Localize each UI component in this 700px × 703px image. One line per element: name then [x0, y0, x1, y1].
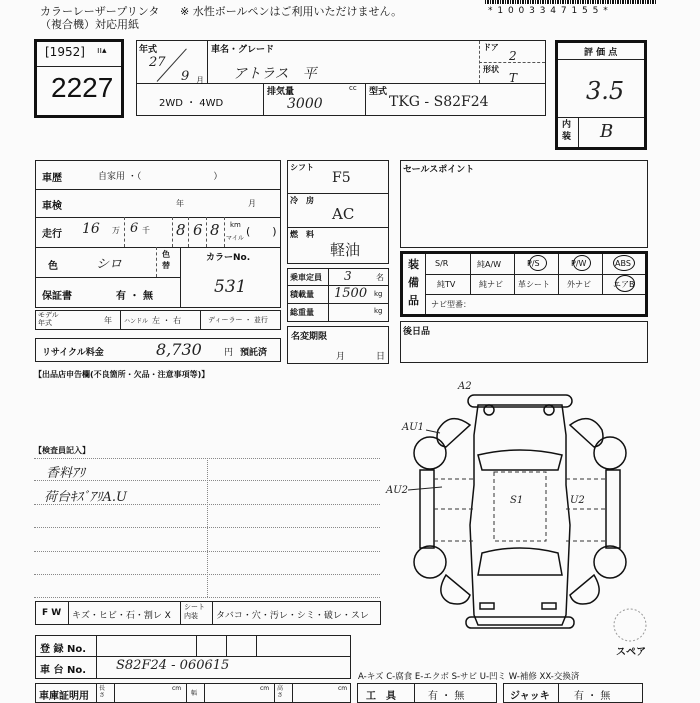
load-unit: kg	[374, 290, 383, 298]
capacity-value: 3	[344, 269, 352, 283]
fuel-label: 燃 料	[290, 230, 314, 239]
garage-box	[35, 683, 351, 703]
details-box	[35, 160, 281, 308]
circle-mark-abs	[613, 255, 635, 271]
color-no-label: カラーNo.	[206, 253, 251, 263]
interior-label: 内装	[562, 120, 572, 142]
pen-notice: ※ 水性ボールペンはご利用いただけません。	[180, 5, 403, 18]
mileage-sen: 6	[130, 221, 139, 236]
headlight-left	[480, 603, 494, 609]
model-value: TKG - S82F24	[389, 94, 489, 110]
height-cm: cm	[338, 685, 348, 692]
garage-label: 車庫証明用	[39, 691, 89, 702]
windshield	[478, 548, 562, 575]
gross-unit: kg	[374, 307, 383, 315]
equip-ps: P/S	[527, 259, 540, 268]
inspector-note-1: 香料ｱﾘ	[46, 466, 86, 481]
load-label: 積載量	[290, 290, 314, 299]
capacity-label: 乗車定員	[290, 273, 322, 282]
equip-sr: S/R	[435, 259, 449, 268]
model-label: 型式	[369, 87, 388, 97]
fw-label: F W	[42, 608, 62, 618]
model-year-label: モデル年式	[38, 311, 59, 327]
mark-a2: A2	[458, 381, 472, 392]
equip-airbag: エアB	[613, 280, 635, 289]
recycle-label: リサイクル料金	[42, 348, 104, 358]
seller-notes-label: 【出品店申告欄(不良箇所・欠品・注意事項等)】	[34, 370, 210, 379]
door-label: ドア	[483, 43, 499, 52]
interior-grade: B	[600, 121, 614, 142]
circle-mark-ps	[529, 255, 547, 271]
gross-label: 総重量	[290, 308, 314, 317]
side-left	[420, 470, 434, 548]
equip-abs: ABS	[615, 259, 631, 268]
capacity-unit: 名	[376, 273, 384, 282]
headlight-right	[542, 603, 556, 609]
warranty-options[interactable]: 有 ・ 無	[116, 291, 153, 302]
inspection-label: 車検	[42, 201, 62, 212]
jack-box	[503, 683, 643, 703]
registration-box	[35, 635, 351, 679]
fw-box	[35, 601, 381, 625]
name-change-label: 名変期限	[291, 332, 328, 342]
year-label: 年式	[139, 45, 158, 55]
seat-options[interactable]: タバコ・穴・汚レ・シミ・破レ・スレ	[216, 611, 369, 621]
length-cm: cm	[172, 685, 182, 692]
jack-options[interactable]: 有 ・ 無	[574, 691, 611, 702]
shape-value: T	[509, 71, 518, 85]
chassis-label: 車 台 No.	[40, 665, 87, 676]
inspection-month-unit: 月	[248, 199, 256, 208]
mileage-man-unit: 万	[112, 226, 120, 235]
mileage-digit-2: 6	[193, 221, 203, 239]
mileage-paren: ( )	[246, 225, 277, 238]
rating-label: 評 価 点	[584, 48, 618, 58]
mile-unit: マイル	[226, 235, 244, 242]
barcode-text: * 1 0 0 3 3 4 7 1 5 5 *	[488, 6, 609, 16]
shift-value: F5	[332, 170, 351, 186]
shift-label: シフト	[290, 163, 314, 172]
model-year-unit: 年	[104, 316, 112, 325]
equip-leather: 革シート	[518, 280, 550, 289]
equip-ext-navi: 外ナビ	[567, 280, 591, 289]
vehicle-name: アトラス 平	[233, 66, 317, 82]
lot-mark: ıı▴	[97, 46, 107, 56]
equip-aw: 純A/W	[477, 260, 502, 269]
ac-value: AC	[332, 205, 355, 223]
damage-legend: A-キズ C-腐食 E-エクボ S-サビ U-凹ミ W-補修 XX-交換済	[358, 672, 580, 682]
height-label: 高さ	[277, 685, 284, 699]
handle-label: ハンドル	[124, 318, 149, 325]
history-value: 自家用 ・（ ）	[98, 172, 223, 182]
name-change-day: 日	[376, 352, 386, 362]
shape-label: 形状	[483, 65, 499, 74]
front-bumper	[466, 617, 574, 628]
circle-mark-pw	[573, 255, 591, 271]
year-value: 27	[149, 55, 166, 70]
car-damage-diagram	[386, 375, 700, 665]
specs-box	[287, 160, 389, 264]
mark-s1: S1	[510, 495, 524, 506]
tools-box	[357, 683, 497, 703]
capacity-box	[287, 268, 389, 322]
ac-label: 冷 房	[290, 196, 314, 205]
sales-point-label: セールスポイント	[403, 165, 475, 175]
later-items-label: 後日品	[403, 327, 431, 337]
mark-u2: U2	[570, 495, 585, 506]
spare-label: スペア	[616, 647, 646, 658]
lot-number: 2227	[51, 72, 114, 103]
displacement-value: 3000	[287, 96, 323, 112]
displacement-label: 排気量	[267, 87, 295, 97]
load-value: 1500	[334, 286, 368, 301]
equipment-box	[400, 251, 648, 317]
mileage-label: 走行	[42, 229, 62, 240]
tools-label: 工 具	[366, 691, 396, 702]
color-value: シロ	[96, 257, 123, 272]
recycle-value: 8,730	[156, 340, 202, 359]
side-right	[606, 470, 620, 548]
equip-pw: P/W	[571, 259, 587, 268]
printer-note-2: （複合機）対応用紙	[40, 18, 139, 31]
mark-au2: AU2	[386, 485, 409, 496]
mileage-sen-unit: 千	[142, 226, 150, 235]
handle-options[interactable]: 左 ・ 右	[152, 316, 182, 325]
lot-code: [1952]	[45, 45, 85, 59]
displacement-unit: cc	[349, 84, 357, 92]
barcode	[485, 0, 657, 4]
front-fender-left	[441, 575, 470, 604]
repaint-label: 色替	[162, 250, 170, 270]
vehicle-box	[136, 40, 546, 116]
jack-label: ジャッキ	[510, 691, 550, 702]
chassis-value: S82F24 - 060615	[116, 658, 230, 673]
spare-tire	[614, 609, 646, 641]
inspector-label: 【検査員記入】	[34, 446, 90, 455]
inspector-note-2: 荷台ｷｽﾞｱﾘA.U	[44, 490, 127, 505]
recycle-box	[35, 338, 281, 362]
inspection-year-unit: 年	[176, 199, 184, 208]
door-value: 2	[509, 49, 517, 63]
fuel-value: 軽油	[330, 241, 361, 259]
seat-label: シート内装	[184, 603, 205, 620]
wheel-rear-left	[414, 437, 446, 469]
recycle-unit: 円	[224, 348, 234, 358]
later-items-box	[400, 321, 648, 363]
rear-window	[478, 450, 562, 470]
wheel-front-right	[594, 546, 626, 578]
month-value: 9	[181, 69, 190, 84]
equip-tv: 純TV	[437, 280, 456, 289]
car-body	[470, 405, 570, 625]
wheel-rear-right	[594, 437, 626, 469]
km-unit: km	[230, 221, 241, 229]
wheel-front-left	[414, 546, 446, 578]
rating-score: 3.5	[586, 77, 625, 105]
warranty-label: 保証書	[42, 291, 72, 302]
circle-mark-airbag	[615, 275, 635, 292]
fw-options[interactable]: キズ・ヒビ・石・割レ X	[72, 611, 171, 621]
width-label: 幅	[191, 690, 198, 697]
width-cm: cm	[260, 685, 270, 692]
drive-type: 2WD ・ 4WD	[159, 98, 224, 109]
name-change-month: 月	[336, 352, 346, 362]
mileage-digit-1: 8	[176, 221, 186, 239]
equip-navi: 純ナビ	[479, 280, 503, 289]
printer-note: カラーレーザープリンタ	[40, 5, 160, 18]
mark-au1: AU1	[402, 422, 425, 433]
front-fender-right	[570, 575, 599, 604]
color-label: 色	[48, 261, 58, 272]
color-no-value: 531	[214, 277, 247, 297]
mileage-man: 16	[82, 221, 100, 237]
recycle-status: 預託済	[240, 348, 268, 358]
equipment-label: 装備品	[408, 258, 419, 307]
rating-box	[555, 40, 647, 150]
mileage-digit-3: 8	[210, 221, 220, 239]
name-label: 車名・グレード	[211, 45, 275, 55]
dealer-options[interactable]: ディーラー ・ 並行	[208, 316, 268, 324]
lot-box	[34, 39, 124, 118]
tools-options[interactable]: 有 ・ 無	[428, 691, 465, 702]
length-label: 長さ	[99, 685, 106, 699]
name-change-box	[287, 326, 389, 364]
history-label: 車歴	[42, 173, 62, 184]
nav-model-label: ナビ型番：	[431, 300, 471, 309]
reg-no-label: 登 録 No.	[40, 644, 87, 655]
sales-point-box	[400, 160, 648, 248]
month-unit: 月	[196, 76, 204, 85]
model-year-box	[35, 310, 281, 330]
